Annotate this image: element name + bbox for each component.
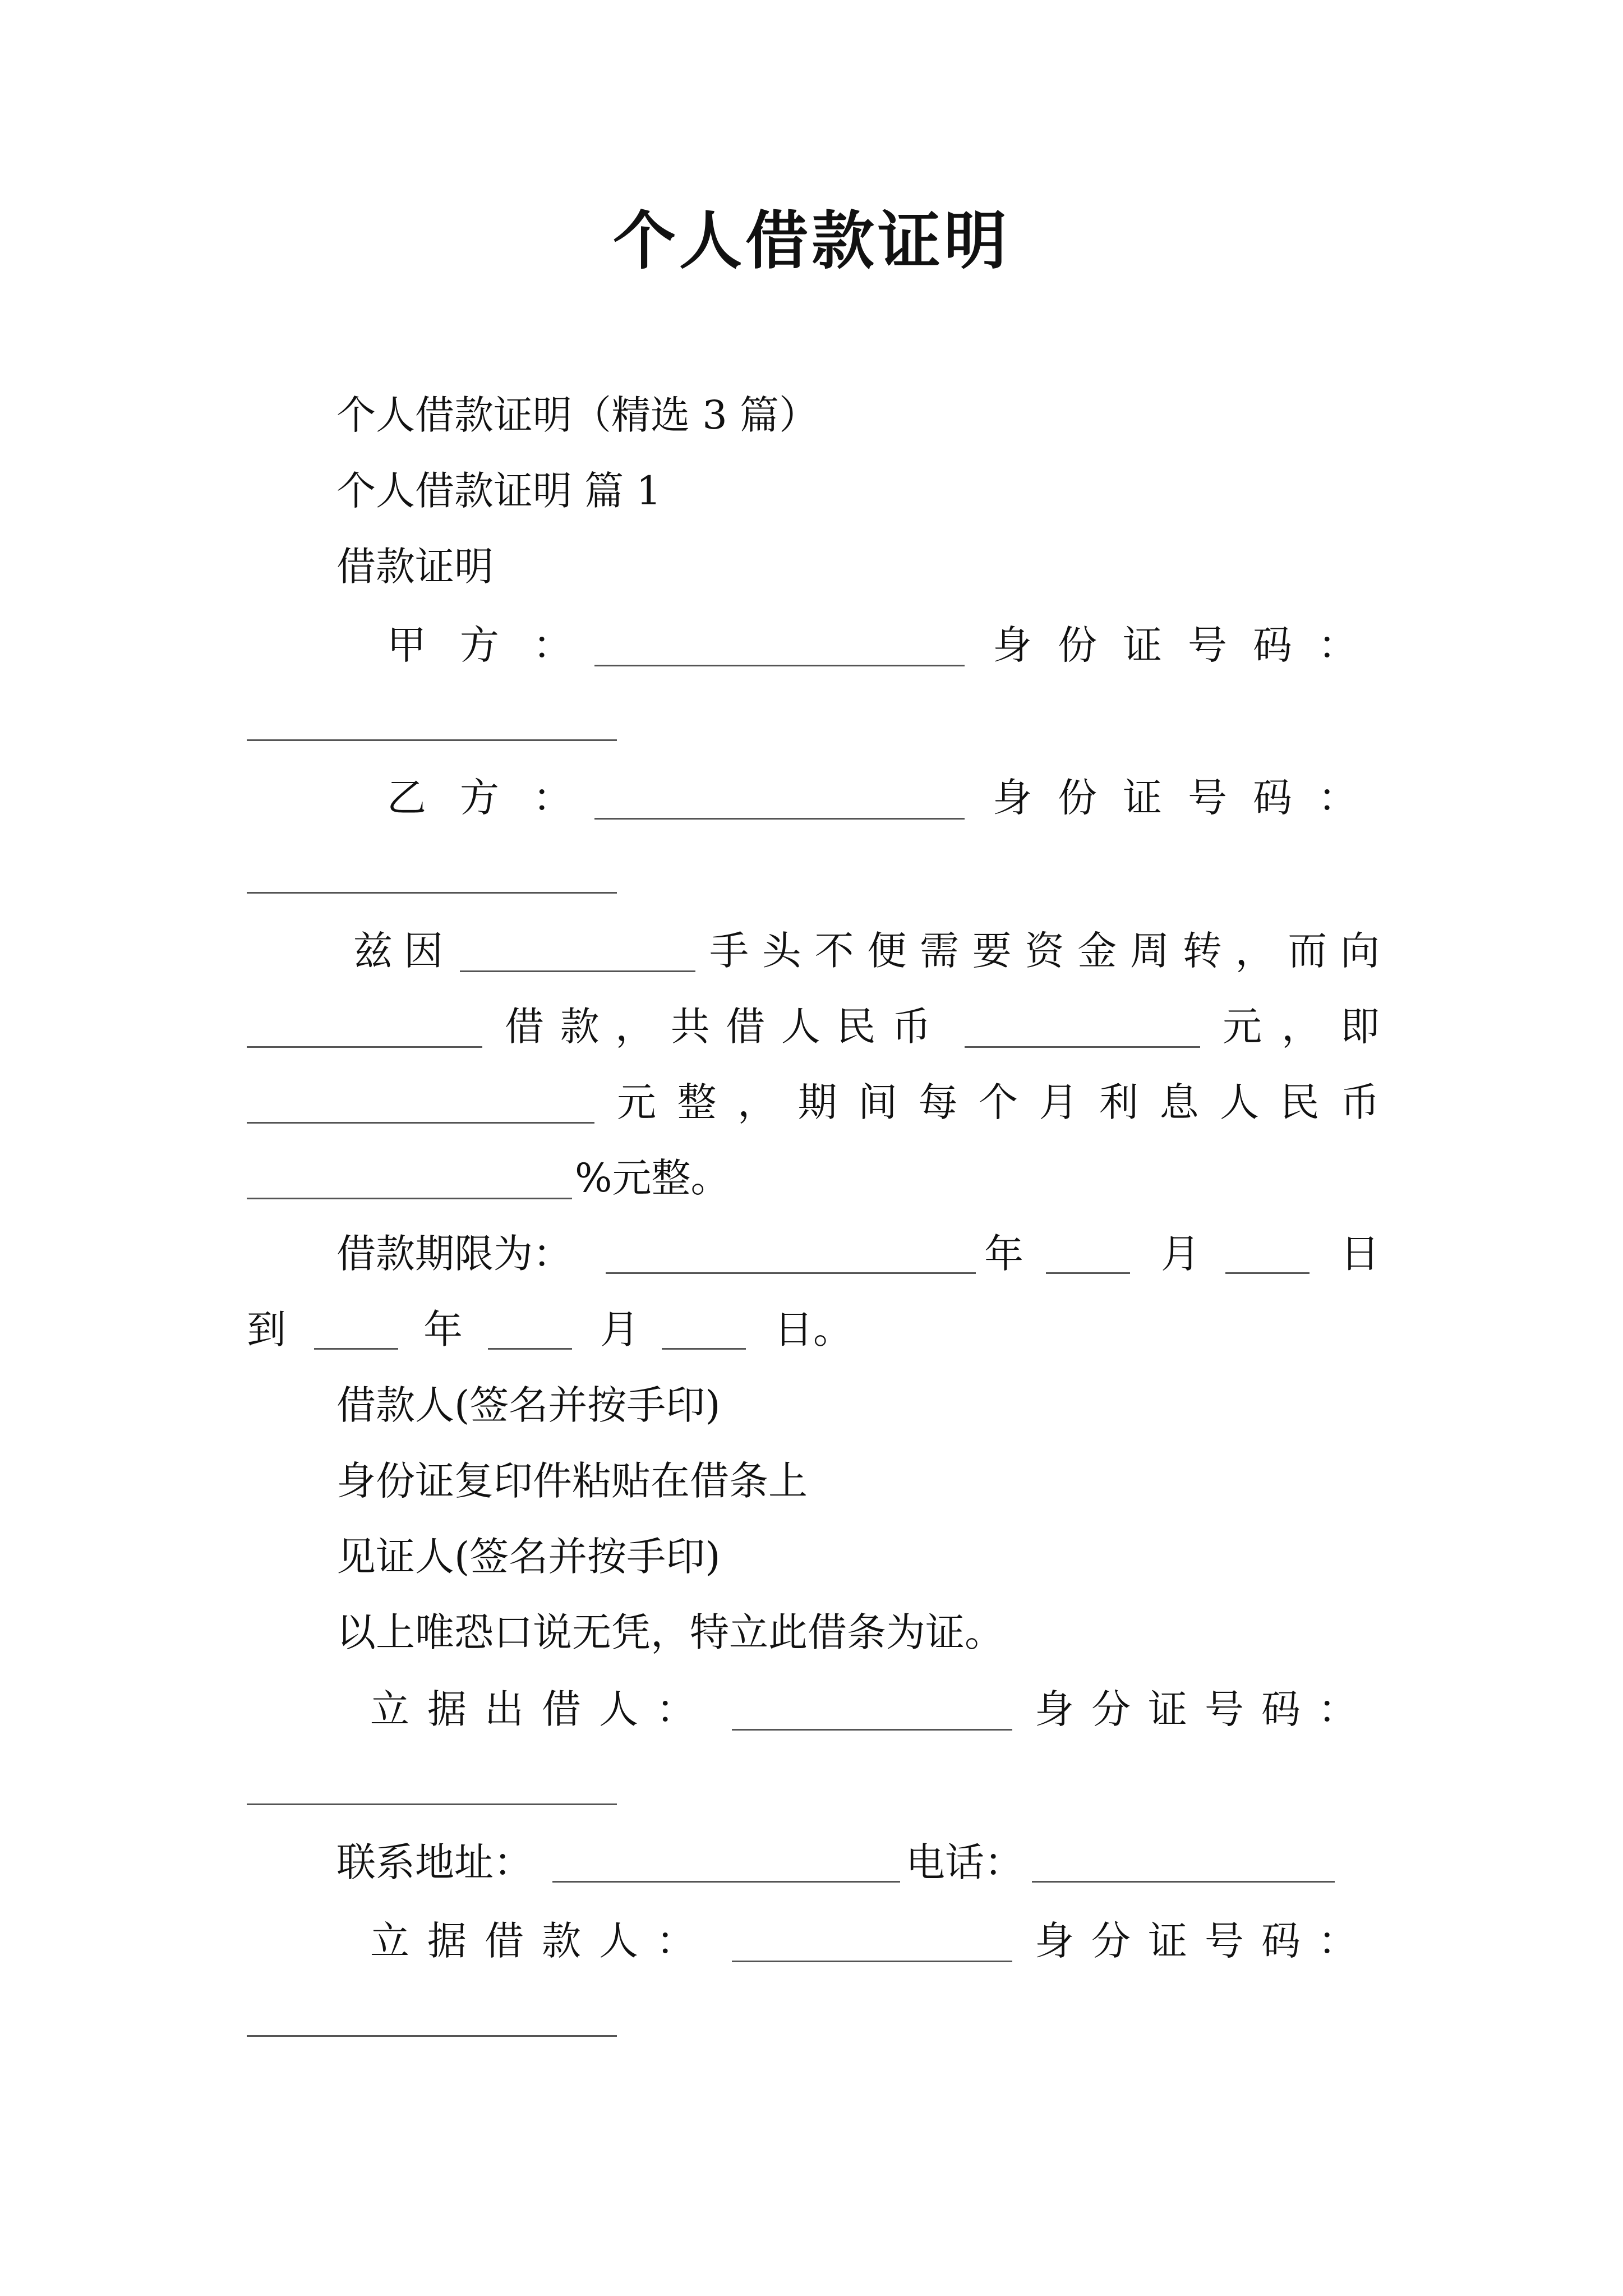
label-char: 份 <box>1058 775 1097 821</box>
label-char: 人 <box>1220 1079 1259 1125</box>
label-char: 身 <box>993 775 1032 821</box>
label-char: 人 <box>781 1004 820 1050</box>
label-char: 号 <box>1205 1918 1244 1964</box>
id-copy-note: 身份证复印件粘贴在借条上 <box>336 1458 808 1504</box>
label-char: 手 <box>709 928 749 974</box>
term-start-year-blank[interactable] <box>606 1272 976 1274</box>
label-char: 因 <box>404 928 443 974</box>
label-char: 码 <box>1261 1918 1301 1964</box>
label-char: 借 <box>505 1004 544 1050</box>
statement: 以上唯恐口说无凭，特立此借条为证。 <box>336 1609 1004 1655</box>
borrower-sign: 借款人(签名并按手印) <box>336 1382 721 1428</box>
label-char: 利 <box>1099 1079 1138 1125</box>
subtitle: 个人借款证明（精选 3 篇） <box>336 392 819 438</box>
label-char: 立 <box>370 1686 409 1732</box>
lender-label <box>370 1681 695 1737</box>
party-a-id-blank[interactable] <box>247 739 617 741</box>
label-char: 据 <box>427 1686 467 1732</box>
term-start-month-blank[interactable] <box>1046 1272 1130 1274</box>
label-char: 证 <box>1123 775 1162 821</box>
label-char: 号 <box>1188 775 1227 821</box>
label-char: 需 <box>920 928 959 974</box>
address-blank[interactable] <box>552 1881 900 1883</box>
reason-blank[interactable] <box>460 970 695 972</box>
amount-blank[interactable] <box>965 1046 1200 1048</box>
label-char: ， <box>737 1079 777 1125</box>
document-title: 个人借款证明 <box>613 204 1010 278</box>
label-char: 周 <box>1130 928 1169 974</box>
label-char: 乙 <box>387 775 426 821</box>
doc-heading: 借款证明 <box>336 544 494 590</box>
label-char: ： <box>1318 1918 1357 1964</box>
amount-words-blank[interactable] <box>247 1122 594 1124</box>
label-char: 分 <box>1091 1918 1131 1964</box>
label-char: 借 <box>542 1686 581 1732</box>
label-char: 码 <box>1253 622 1292 668</box>
label-char: 不 <box>814 928 854 974</box>
label-char: 元 <box>617 1079 656 1125</box>
reason-line-3 <box>617 1074 1380 1130</box>
label-char: 出 <box>485 1686 524 1732</box>
phone-label: 电话： <box>906 1839 1023 1885</box>
label-char: 息 <box>1159 1079 1199 1125</box>
label-char: ： <box>533 622 572 668</box>
label-char: ： <box>1318 622 1357 668</box>
label-char: 份 <box>1058 622 1097 668</box>
label-char: 号 <box>1205 1686 1244 1732</box>
label-char: ： <box>1318 1686 1357 1732</box>
label-char: 身 <box>993 622 1032 668</box>
term-end-year-blank[interactable] <box>314 1348 398 1350</box>
label-char: 转 <box>1182 928 1222 974</box>
label-char: 款 <box>542 1918 581 1964</box>
label-char: 要 <box>972 928 1012 974</box>
label-char: 期 <box>797 1079 837 1125</box>
label-char: 兹 <box>353 928 393 974</box>
label-char: ， <box>1235 928 1275 974</box>
label-char: 人 <box>599 1918 638 1964</box>
label-char: ： <box>656 1686 695 1732</box>
party-a-name-blank[interactable] <box>594 665 965 666</box>
borrower-id-label <box>1035 1913 1357 1969</box>
label-char: 号 <box>1188 622 1227 668</box>
label-char: 身 <box>1035 1686 1074 1732</box>
label-char: 立 <box>370 1918 409 1964</box>
term-start-day-blank[interactable] <box>1225 1272 1310 1274</box>
label-char: 每 <box>918 1079 958 1125</box>
label-char: 码 <box>1253 775 1292 821</box>
reason-line-4: %元整。 <box>575 1155 730 1201</box>
label-char: 元 <box>1223 1004 1262 1050</box>
borrower-id-blank[interactable] <box>247 2035 617 2037</box>
label-char: ， <box>1281 1004 1321 1050</box>
label-char: ， <box>615 1004 655 1050</box>
label-char: 甲 <box>387 622 426 668</box>
label-char: 身 <box>1035 1918 1074 1964</box>
phone-blank[interactable] <box>1032 1881 1335 1883</box>
witness-sign: 见证人(签名并按手印) <box>336 1534 721 1580</box>
label-char: 金 <box>1077 928 1117 974</box>
label-char: 人 <box>599 1686 638 1732</box>
reason-line-2a <box>505 999 931 1055</box>
label-char: 借 <box>485 1918 524 1964</box>
label-char: 方 <box>460 622 499 668</box>
party-b-label <box>387 770 572 826</box>
label-char: 间 <box>858 1079 897 1125</box>
label-char: 码 <box>1261 1686 1301 1732</box>
term-month-2: 月 <box>600 1306 639 1352</box>
label-char: 方 <box>460 775 499 821</box>
label-char: 便 <box>867 928 907 974</box>
address-label: 联系地址： <box>336 1839 533 1885</box>
borrower-label <box>370 1913 695 1969</box>
party-b-name-blank[interactable] <box>594 818 965 820</box>
label-char: 证 <box>1148 1918 1187 1964</box>
label-char: 证 <box>1123 622 1162 668</box>
section-heading: 个人借款证明 篇 1 <box>336 468 662 514</box>
interest-blank[interactable] <box>247 1198 572 1199</box>
label-char: ： <box>1318 775 1357 821</box>
lender-sign-blank[interactable] <box>732 1729 1012 1731</box>
label-char: ： <box>656 1918 695 1964</box>
lender-id-label <box>1035 1681 1357 1737</box>
reason-line-2b <box>1223 999 1380 1055</box>
party-a-label <box>387 617 572 673</box>
label-char: 整 <box>677 1079 717 1125</box>
party-a-id-label <box>993 617 1357 673</box>
label-char: 个 <box>979 1079 1018 1125</box>
label-char: 共 <box>670 1004 710 1050</box>
label-char: 款 <box>560 1004 600 1050</box>
term-year-1: 年 <box>984 1231 1023 1277</box>
label-char: 头 <box>762 928 801 974</box>
party-b-id-blank[interactable] <box>247 892 617 894</box>
label-char: 证 <box>1148 1686 1187 1732</box>
label-char: 据 <box>427 1918 467 1964</box>
label-char: 向 <box>1340 928 1380 974</box>
term-label: 借款期限为： <box>336 1231 572 1277</box>
term-year-2: 年 <box>423 1306 463 1352</box>
term-to: 到 <box>247 1306 286 1352</box>
label-char: 月 <box>1039 1079 1078 1125</box>
label-char: ： <box>533 775 572 821</box>
label-char: 分 <box>1091 1686 1131 1732</box>
term-end-month-blank[interactable] <box>488 1348 572 1350</box>
label-char: 借 <box>726 1004 766 1050</box>
term-end: 日。 <box>774 1306 852 1352</box>
reason-line-1 <box>709 923 1380 979</box>
reason-lead <box>353 923 443 979</box>
label-char: 而 <box>1288 928 1327 974</box>
term-month-1: 月 <box>1161 1231 1200 1277</box>
label-char: 币 <box>1340 1079 1380 1125</box>
label-char: 资 <box>1025 928 1064 974</box>
term-day-1: 日 <box>1340 1231 1380 1277</box>
lender-name-blank[interactable] <box>247 1046 482 1048</box>
party-b-id-label <box>993 770 1357 826</box>
label-char: 民 <box>836 1004 876 1050</box>
label-char: 即 <box>1340 1004 1380 1050</box>
term-end-day-blank[interactable] <box>662 1348 746 1350</box>
lender-id-blank[interactable] <box>247 1803 617 1805</box>
label-char: 民 <box>1280 1079 1320 1125</box>
label-char: 币 <box>891 1004 931 1050</box>
borrower-sign-blank[interactable] <box>732 1961 1012 1962</box>
